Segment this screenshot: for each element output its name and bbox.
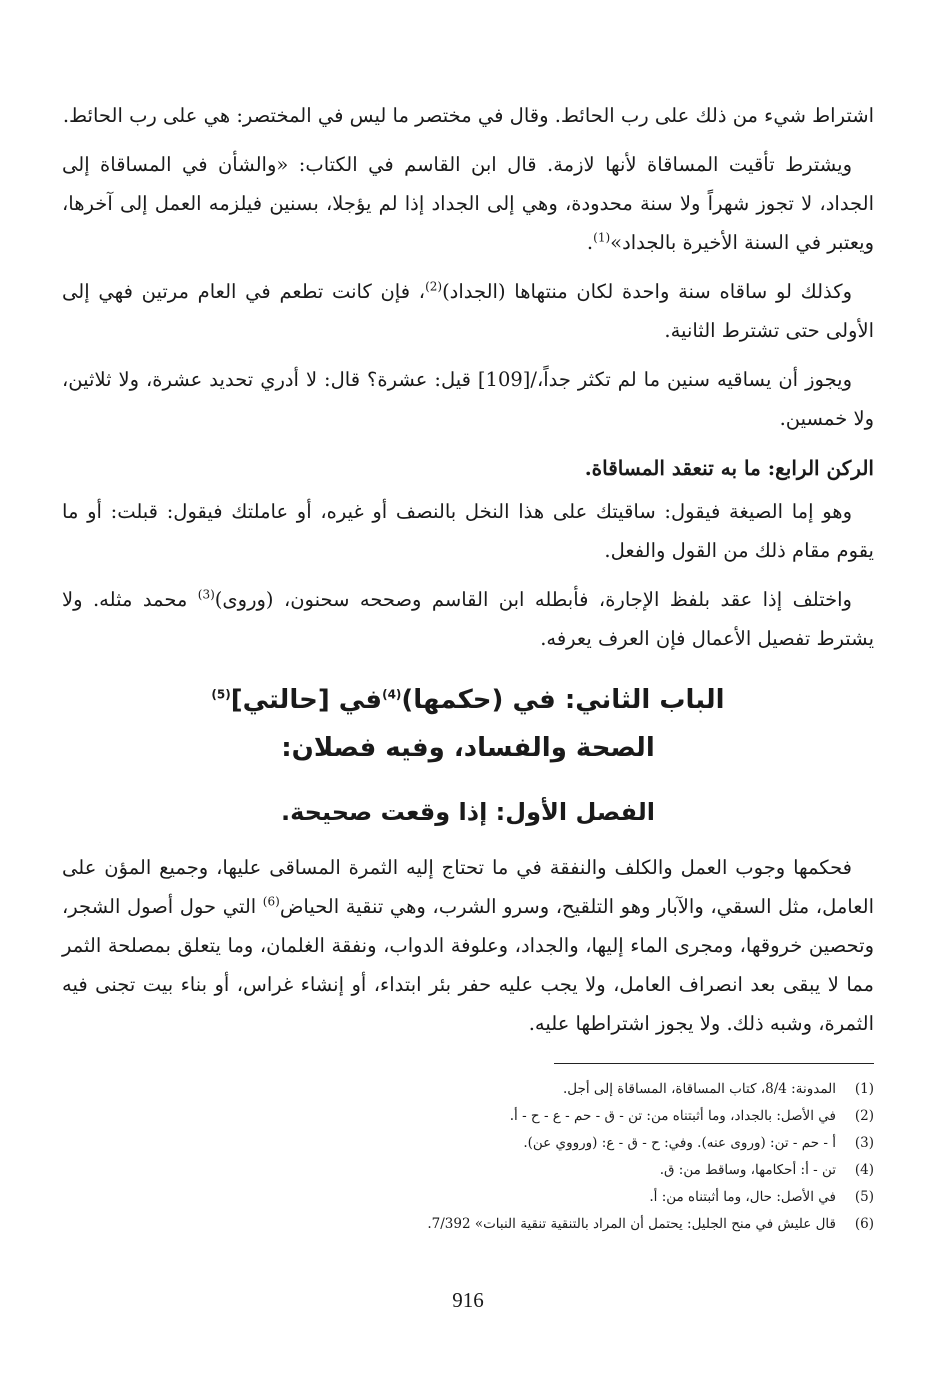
- footnote-text: أ - حم - تن: (وروى عنه). وفي: ح - ق - ع: (ورووي عن).: [523, 1135, 836, 1151]
- paragraph-7: [62, 848, 874, 1043]
- footnote-item: [62, 1103, 874, 1130]
- paragraph-3: [62, 272, 874, 350]
- footnote-text: تن - أ: أحكامها، وساقط من: ق.: [659, 1162, 836, 1178]
- footnote-separator: [554, 1063, 874, 1064]
- page-number: 916: [452, 1288, 484, 1312]
- paragraph-7-text-a: فحكمها وجوب العمل والكلف والنفقة في ما تحتاج إليه الثمرة المساقى عليها، وجميع المؤن على العامل، مثل السقي، والآبار وهو التلقيح، وسرو الشرب، وهي تنقية الحياض: [62, 856, 875, 918]
- section-title: الفصل الأول: إذا وقعت صحيحة.: [280, 798, 656, 826]
- paragraph-6: [62, 580, 874, 658]
- footnote-ref-6: (6): [262, 894, 280, 909]
- paragraph-1-text: اشتراط شيء من ذلك على رب الحائط. وقال في مختصر ما ليس في المختصر: هي على رب الحائط.: [62, 104, 874, 127]
- chapter-title-line-2: الصحة والفساد، وفيه فصلان:: [281, 733, 655, 763]
- footnote-number: (5): [854, 1189, 874, 1205]
- footnote-item: [62, 1157, 874, 1184]
- paragraph-5-text: وهو إما الصيغة فيقول: ساقيتك على هذا النخل بالنصف أو غيره، أو عاملتك فيقول: قبلت: أو ما يقوم مقام ذلك من القول والفعل.: [62, 500, 874, 562]
- footnote-text: قال عليش في منح الجليل: يحتمل أن المراد بالتنقية تنقية النبات» 7/392.: [427, 1216, 836, 1232]
- footnote-ref-3: (3): [197, 587, 215, 602]
- chapter-title-line-1: [62, 676, 874, 724]
- footnote-ref-5: (5): [211, 687, 231, 702]
- footnote-number: (2): [854, 1108, 874, 1124]
- footnote-ref-2: (2): [425, 279, 443, 294]
- paragraph-2-text: ويشترط تأقيت المساقاة لأنها لازمة. قال ابن القاسم في الكتاب: «والشأن في المساقاة إلى الجداد، لا تجوز شهراً ولا سنة محدودة، وهي إلى الجداد إذا لم يؤجلا، بسنين فيلزمه العمل إلى آخرها، ويعتبر في السنة الأخيرة بالجداد»: [62, 153, 874, 254]
- footnote-number: (6): [854, 1216, 874, 1232]
- footnote-item: [62, 1184, 874, 1211]
- paragraph-3-text-b: ، فإن كانت تطعم في العام مرتين فهي إلى الأولى حتى تشترط الثانية.: [62, 280, 874, 342]
- paragraph-2-end: .: [586, 231, 594, 254]
- paragraph-1: [62, 96, 874, 135]
- footnote-ref-4: (4): [382, 687, 402, 702]
- footnote-number: (1): [854, 1081, 874, 1097]
- footnote-text: في الأصل: بالجداد، وما أثبتناه من: تن - ق - حم - ع - ح - أ.: [509, 1108, 836, 1124]
- paragraph-4: [62, 360, 874, 438]
- paragraph-5: [62, 492, 874, 570]
- paragraph-3-text-a: وكذلك لو ساقاه سنة واحدة لكان منتهاها (الجداد): [442, 280, 852, 303]
- page-body: [62, 96, 874, 1336]
- paragraph-6-text-a: واختلف إذا عقد بلفظ الإجارة، فأبطله ابن القاسم وصححه سحنون، (وروى): [214, 588, 852, 611]
- footnote-item: [62, 1211, 874, 1238]
- paragraph-7-text-b: التي حول أصول الشجر، وتحصين خروقها، ومجرى الماء إليها، والجداد، وعلوفة الدواب، ونفقة الغلمان، وما يتعلق بمصلحة الثمر مما لا يبقى بعد انصراف العامل، ولا يجب عليه حفر بئر ابتداء، أو إنشاء غراس، أو بناء بيت تجنى فيه الثمرة، وشبه ذلك. ولا يجوز اشتراطها عليه.: [62, 895, 874, 1035]
- footnote-item: [62, 1130, 874, 1157]
- chapter-title-part-2: في [حالتي]: [230, 685, 383, 715]
- footnote-text: في الأصل: حال، وما أثبتناه من: أ.: [649, 1189, 836, 1205]
- rukn-heading: الركن الرابع: ما به تنعقد المساقاة.: [584, 456, 874, 480]
- footnotes: [62, 1076, 874, 1238]
- paragraph-4-text: ويجوز أن يساقيه سنين ما لم تكثر جداً،/[109] قيل: عشرة؟ قال: لا أدري تحديد عشرة، ولا ثلاثين، ولا خمسين.: [62, 368, 874, 430]
- footnote-item: [62, 1076, 874, 1103]
- footnote-number: (3): [854, 1135, 874, 1151]
- footnote-text: المدونة: 8/4، كتاب المساقاة، المساقاة إلى أجل.: [563, 1081, 836, 1097]
- footnote-ref-1: (1): [593, 230, 611, 245]
- chapter-title: [62, 676, 874, 772]
- footnote-number: (4): [854, 1162, 874, 1178]
- paragraph-6-text-b: محمد مثله. ولا يشترط تفصيل الأعمال فإن العرف يعرفه.: [62, 588, 874, 650]
- paragraph-2: [62, 145, 874, 262]
- chapter-title-part-1: الباب الثاني: في (حكمها): [401, 685, 725, 715]
